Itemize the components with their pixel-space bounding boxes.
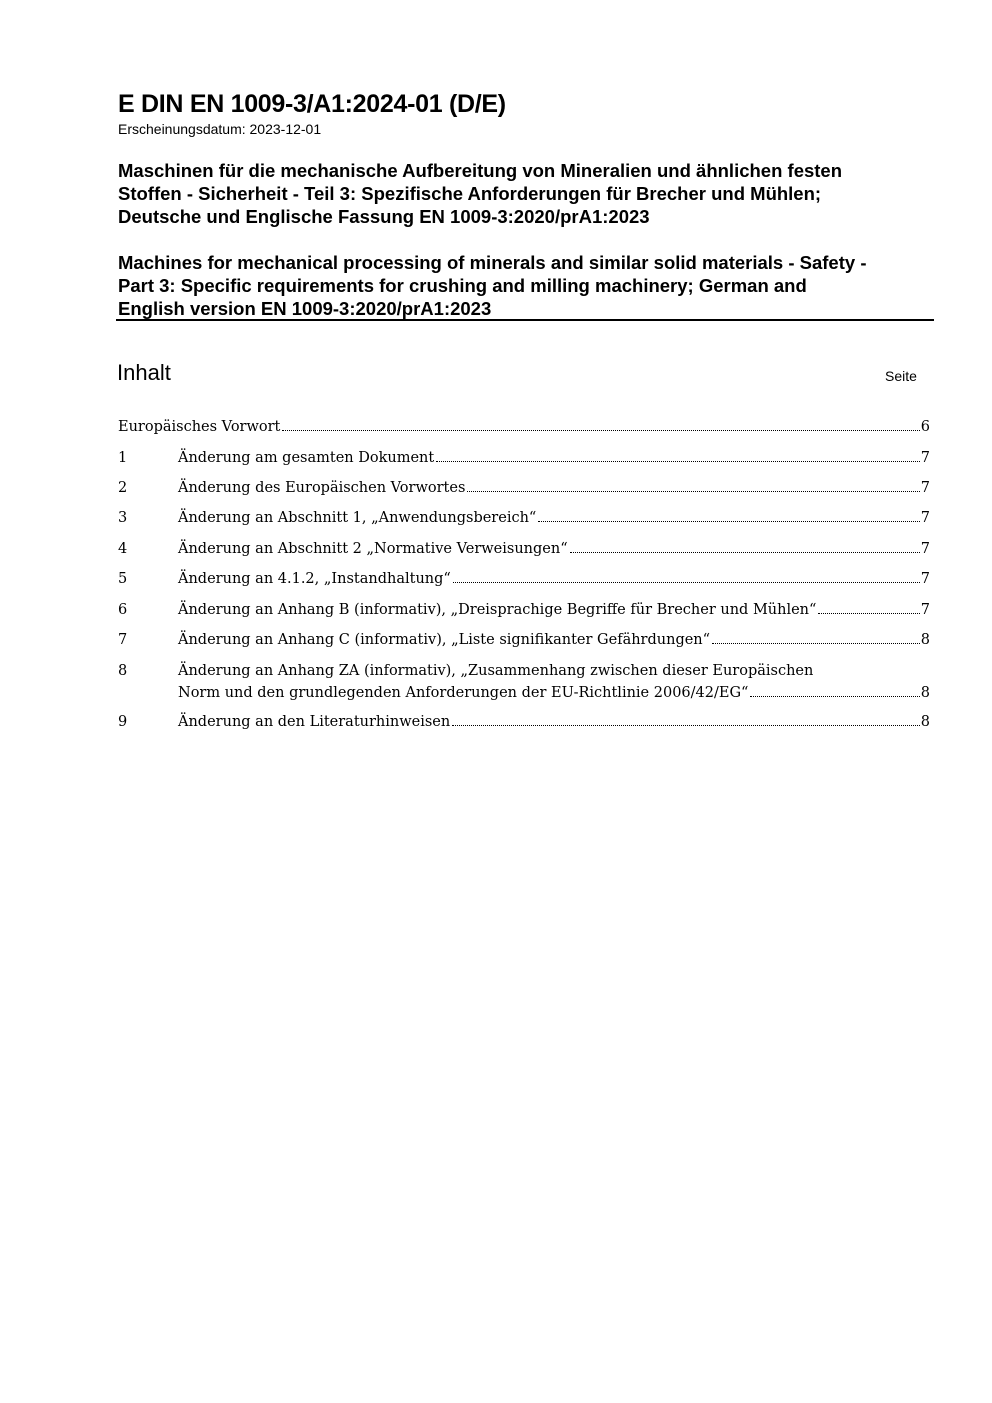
toc-entry-page: 7 [920, 602, 930, 618]
toc-leader-dots [452, 725, 920, 726]
toc-entry-title: Änderung an Anhang B (informativ), „Dreisprachige Begriffe für Brecher und Mühlen“ [178, 602, 817, 618]
toc-entry-title: Änderung an Abschnitt 2 „Normative Verweisungen“ [178, 541, 568, 557]
title-divider [116, 319, 934, 321]
toc-entry-title: Änderung an Abschnitt 1, „Anwendungsbereich“ [178, 510, 537, 526]
toc-entry-2[interactable] [118, 477, 930, 499]
toc-leader-dots [282, 430, 919, 431]
toc-entry-8[interactable] [118, 660, 930, 704]
toc-leader-dots [570, 552, 920, 553]
toc-entry-number: 9 [118, 714, 128, 730]
toc-leader-dots [750, 696, 919, 697]
title-english-line: English version EN 1009-3:2020/prA1:2023 [118, 298, 492, 319]
document-id: E DIN EN 1009-3/A1:2024-01 (D/E) [118, 90, 506, 118]
toc-leader-dots [712, 643, 920, 644]
toc-entry-title: Änderung des Europäischen Vorwortes [178, 480, 466, 496]
toc-entry-page: 7 [920, 571, 930, 587]
toc-entry-3[interactable] [118, 507, 930, 529]
title-english [118, 251, 938, 320]
toc-entry-number: 7 [118, 632, 128, 648]
toc-entry-title: Europäisches Vorwort [118, 419, 281, 435]
toc-entry-number: 6 [118, 602, 128, 618]
title-german [118, 159, 938, 228]
toc-entry-title: Norm und den grundlegenden Anforderungen der EU-Richtlinie 2006/42/EG“ [178, 685, 749, 701]
toc-entry-7[interactable] [118, 629, 930, 651]
title-german-line: Stoffen - Sicherheit - Teil 3: Spezifische Anforderungen für Brecher und Mühlen; [118, 183, 822, 204]
toc-entry-number: 1 [118, 450, 128, 466]
toc-page-column-label: Seite [885, 368, 917, 384]
toc-leader-dots [436, 461, 920, 462]
toc-entry-4[interactable] [118, 538, 930, 560]
toc-entry-6[interactable] [118, 599, 930, 621]
toc-entry-title: Änderung am gesamten Dokument [178, 450, 435, 466]
toc-entry-number: 4 [118, 541, 128, 557]
toc-entry-9[interactable] [118, 711, 930, 733]
toc-entry-title: Änderung an 4.1.2, „Instandhaltung“ [178, 571, 451, 587]
toc-leader-dots [818, 613, 919, 614]
toc-entry-page: 8 [920, 685, 930, 701]
title-german-line: Maschinen für die mechanische Aufbereitung von Mineralien und ähnlichen festen [118, 160, 843, 181]
toc-entry-page: 8 [920, 632, 930, 648]
title-german-line: Deutsche und Englische Fassung EN 1009-3:2020/prA1:2023 [118, 206, 650, 227]
toc-entry-foreword[interactable] [118, 416, 930, 438]
title-english-line: Machines for mechanical processing of minerals and similar solid materials - Safety - [118, 252, 867, 273]
toc-entry-5[interactable] [118, 568, 930, 590]
toc-entry-title: Änderung an Anhang C (informativ), „Liste signifikanter Gefährdungen“ [178, 632, 711, 648]
toc-entry-number: 5 [118, 571, 128, 587]
toc-entry-number: 3 [118, 510, 128, 526]
title-english-line: Part 3: Specific requirements for crushing and milling machinery; German and [118, 275, 807, 296]
toc-entry-page: 7 [920, 541, 930, 557]
toc-entry-number: 2 [118, 480, 128, 496]
toc-entry-1[interactable] [118, 447, 930, 469]
toc-entry-page: 6 [920, 419, 930, 435]
toc-entry-title-line1: Änderung an Anhang ZA (informativ), „Zusammenhang zwischen dieser Europäischen [178, 663, 814, 679]
toc-entry-page: 7 [920, 480, 930, 496]
toc-entry-page: 7 [920, 510, 930, 526]
toc-leader-dots [538, 521, 919, 522]
toc-heading: Inhalt [117, 360, 171, 385]
toc-leader-dots [453, 582, 920, 583]
toc-entry-page: 7 [920, 450, 930, 466]
toc-entry-number: 8 [118, 663, 128, 679]
toc-leader-dots [467, 491, 919, 492]
publication-date: Erscheinungsdatum: 2023-12-01 [118, 121, 322, 137]
toc-entry-title: Änderung an den Literaturhinweisen [178, 714, 451, 730]
toc-entry-page: 8 [920, 714, 930, 730]
